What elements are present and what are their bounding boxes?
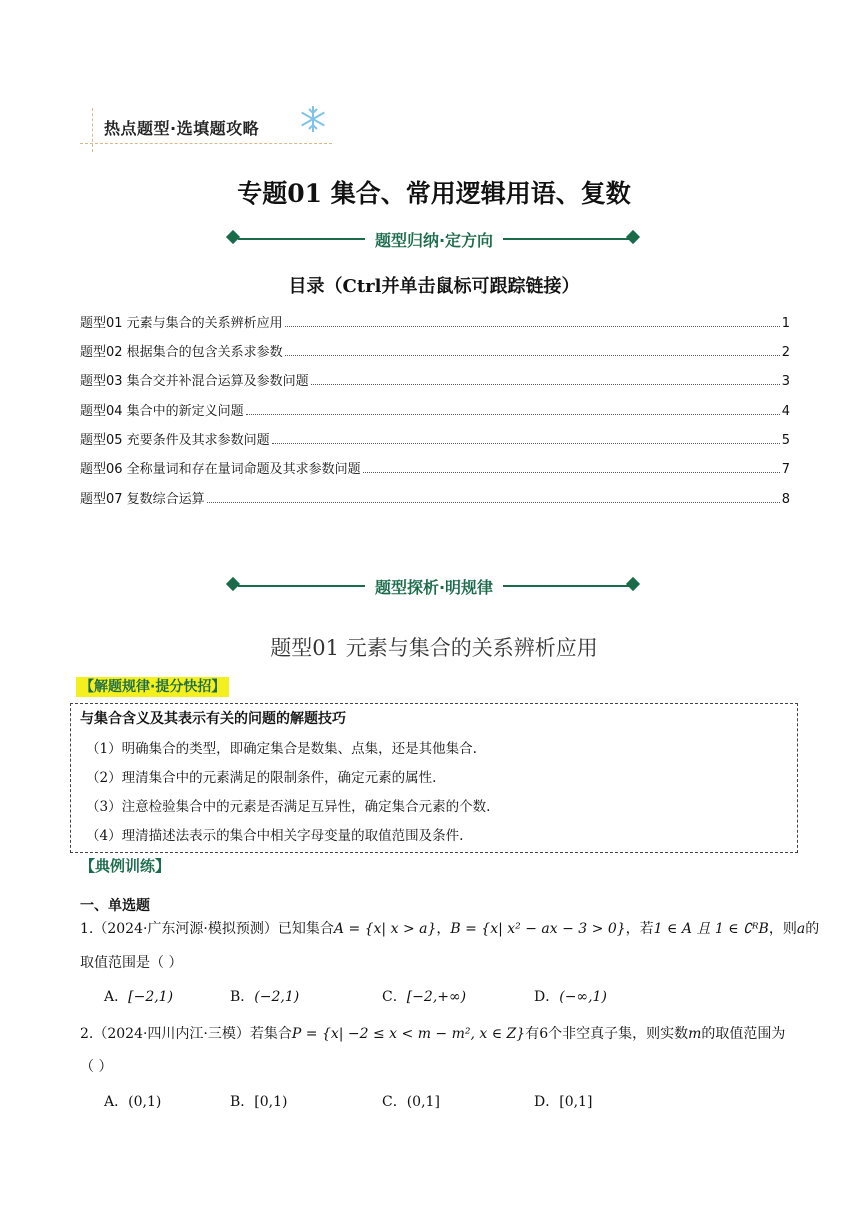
banner-text: 题型探析·明规律 [365,578,503,597]
toc-leader [272,443,780,444]
toc-leader [285,355,780,356]
toc-leader [246,414,780,415]
section-banner-1 [224,228,644,250]
toc-item[interactable] [80,487,790,507]
tip-line: （4）理清描述法表示的集合中相关字母变量的取值范围及条件. [86,828,464,844]
q2-option-a[interactable]: A．(0,1) [104,1094,162,1110]
toc-item[interactable] [80,311,790,331]
toc-title: 目录（Ctrl并单击鼠标可跟踪链接） [288,276,580,297]
toc-item-page: 3 [781,374,790,389]
toc-item[interactable] [80,399,790,419]
toc-leader [311,384,780,385]
section-banner-2 [224,575,644,597]
toc-leader [207,502,780,503]
toc-item-page: 4 [781,404,790,419]
toc-item-label: 题型01 元素与集合的关系辨析应用 [80,316,283,331]
tip-heading: 与集合含义及其表示有关的问题的解题技巧 [80,711,346,727]
banner-text: 题型归纳·定方向 [365,231,503,250]
header-decoration-line [80,143,332,144]
question-1-line-1: 1.（2024·广东河源·模拟预测）已知集合A = {x| x > a}，B = {x| x² − ax − 3 > 0}，若1 ∈ A 且 1 ∈ ∁ᴿB，则a的 [80,921,820,937]
tip-tag: 【解题规律·提分快招】 [76,676,229,696]
q1-option-b[interactable]: B．(−2,1) [230,989,300,1005]
q2-option-b[interactable]: B．[0,1) [230,1094,288,1110]
tip-line: （2）理清集合中的元素满足的限制条件，确定元素的属性. [86,770,437,786]
toc-item-page: 5 [781,433,790,448]
header-tag: 热点题型·选填题攻略 [104,119,260,138]
toc-item-label: 题型04 集合中的新定义问题 [80,404,244,419]
set-p: P = {x| −2 ≤ x < m − m², x ∈ Z} [291,1026,526,1042]
toc-item-page: 8 [781,492,790,507]
toc-leader [285,326,780,327]
toc-item-label: 题型03 集合交并补混合运算及参数问题 [80,374,309,389]
snowflake-icon [298,104,328,134]
example-tag: 【典例训练】 [80,857,171,875]
q2-option-d[interactable]: D．[0,1] [534,1094,593,1110]
question-2-line-2: （ ） [80,1059,113,1075]
toc-leader [363,472,780,473]
page-title: 专题01 集合、常用逻辑用语、复数 [237,179,631,208]
header-decoration-vline [92,108,93,152]
tip-line: （1）明确集合的类型，即确定集合是数集、点集，还是其他集合. [86,741,477,757]
toc-item-page: 7 [781,462,790,477]
question-1-line-2: 取值范围是（ ） [80,955,183,971]
toc-item-label: 题型02 根据集合的包含关系求参数 [80,345,283,360]
q1-option-a[interactable]: A．[−2,1) [104,989,174,1005]
toc-item-label: 题型07 复数综合运算 [80,492,205,507]
tip-line: （3）注意检验集合中的元素是否满足互异性，确定集合元素的个数. [86,799,491,815]
section-title: 题型01 元素与集合的关系辨析应用 [270,636,598,660]
subsection-heading: 一、单选题 [80,898,150,914]
toc-item[interactable] [80,428,790,448]
condition: 1 ∈ A 且 1 ∈ ∁ᴿB [653,921,769,937]
toc-item-label: 题型06 全称量词和存在量词命题及其求参数问题 [80,462,361,477]
set-b: B = {x| x² − ax − 3 > 0} [450,921,626,937]
toc-item[interactable] [80,369,790,389]
toc-item-page: 1 [781,316,790,331]
q2-option-c[interactable]: C．(0,1] [382,1094,440,1110]
question-2-line-1: 2.（2024·四川内江·三模）若集合P = {x| −2 ≤ x < m − m², x ∈ Z}有6个非空真子集，则实数m的取值范围为 [80,1026,786,1042]
toc-item-label: 题型05 充要条件及其求参数问题 [80,433,270,448]
toc-item[interactable] [80,340,790,360]
toc-item[interactable] [80,457,790,477]
set-a: A = {x| x > a} [333,921,437,937]
toc-item-page: 2 [781,345,790,360]
q1-option-d[interactable]: D．(−∞,1) [534,989,607,1005]
q1-option-c[interactable]: C．[−2,+∞) [382,989,467,1005]
